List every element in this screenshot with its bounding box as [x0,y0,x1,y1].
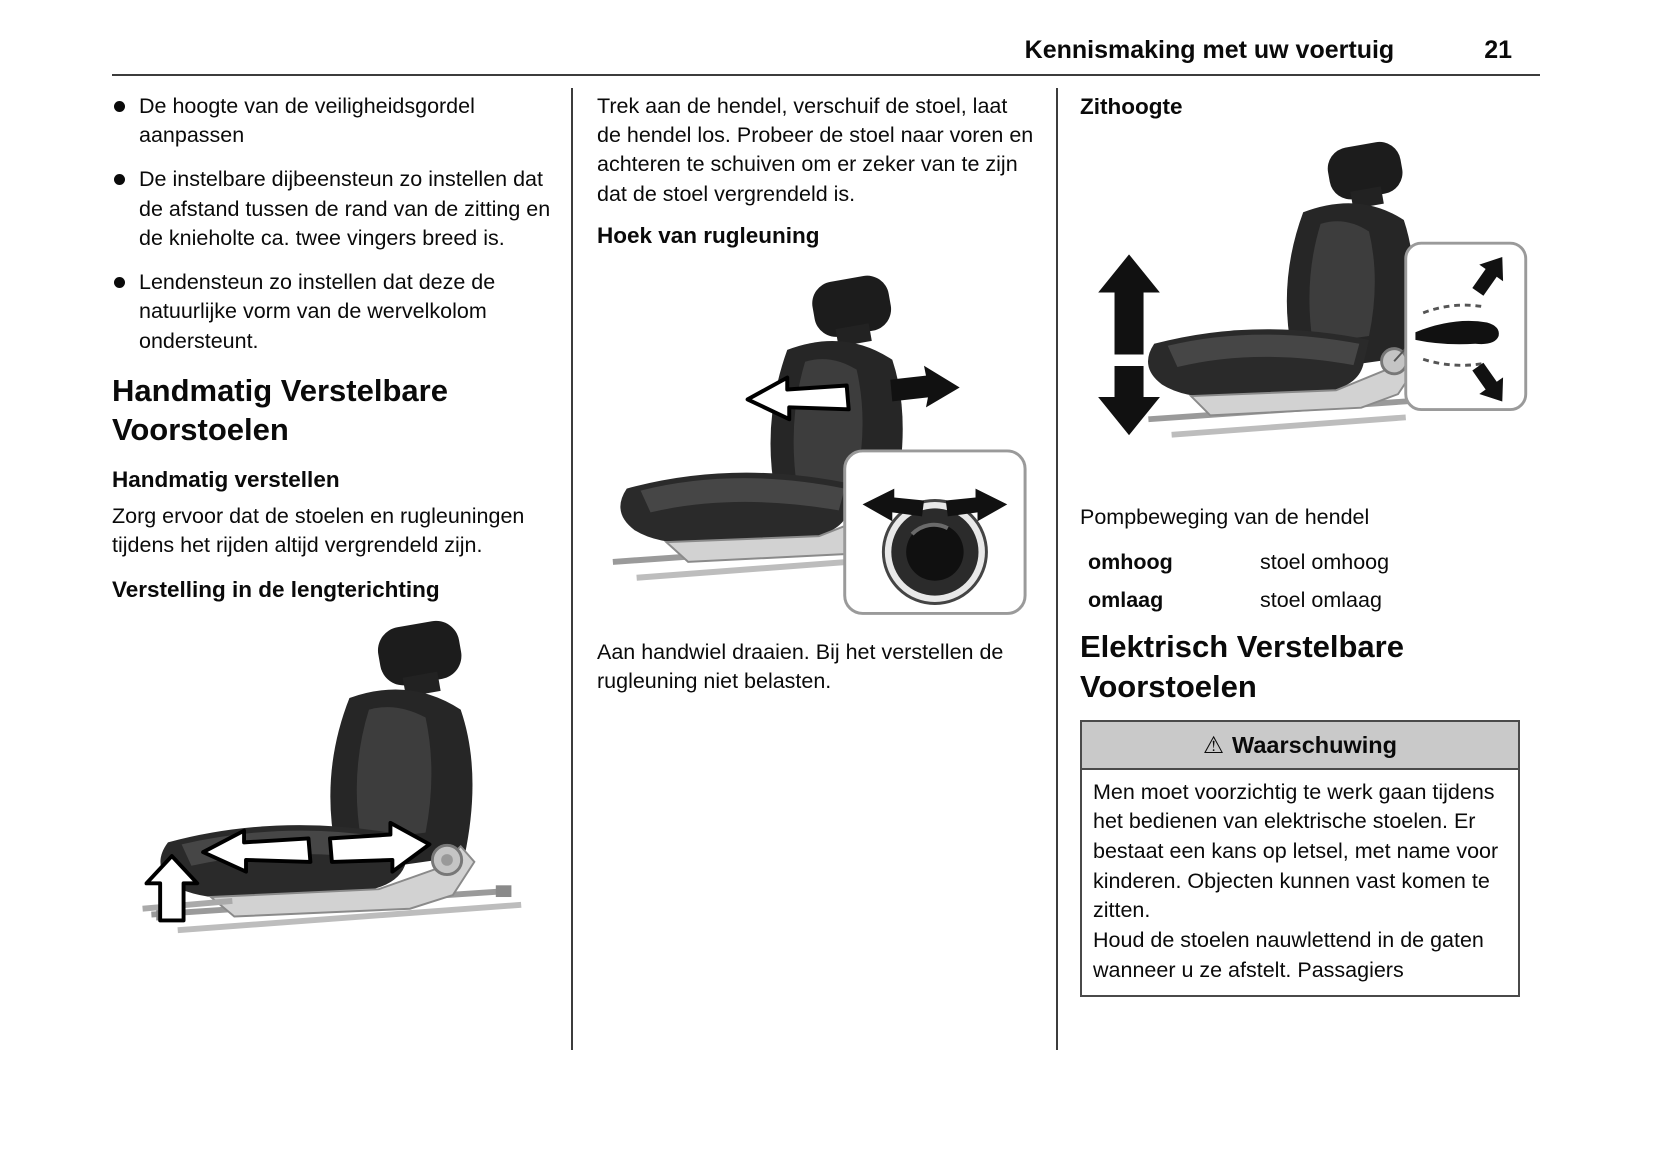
warning-body [1082,770,1518,996]
headrest-icon [374,617,465,697]
paragraph: Trek aan de hendel, verschuif de stoel, laat de hendel los. Probeer de stoel naar voren en achteren te schuiven om er zeker van te zijn dat de stoel vergrendeld is. [597,94,1034,206]
table-key: omhoog [1088,550,1173,575]
list-item-text: De instelbare dijbeensteun zo instellen dat de afstand tussen de rand van de zitting en de knieholte ca. twee vingers breed is. [139,167,551,250]
warning-title: Waarschuwing [1232,731,1398,758]
headrest-icon [809,272,895,346]
warning-box [1080,720,1520,998]
warning-paragraph: Men moet voorzichtig te werk gaan tijdens het bedienen van elektrische stoelen. Er bestaat een kans op letsel, met name voor kinderen. Objecten kunnen vast komen te zitten. [1093,779,1499,923]
table-key: omlaag [1088,588,1164,613]
list-item [112,268,566,356]
seat-cushion-icon [1148,329,1369,398]
seat-down-arrow-icon [1096,365,1162,437]
list-item-text: De hoogte van de veiligheidsgordel aanpassen [139,94,475,148]
column-right [1080,92,1542,997]
pump-table [1080,550,1542,613]
sub-heading: Handmatig verstellen [112,466,340,492]
headrest-icon [1324,139,1405,209]
column-middle [597,92,1035,697]
page-number: 21 [1484,36,1512,64]
bullet-icon [114,277,125,288]
column-divider [571,88,573,1050]
seat-up-arrow-icon [1096,253,1162,356]
bullet-icon [114,101,125,112]
seat-longitudinal-illustration [112,616,542,938]
table-value: stoel omhoog [1260,550,1390,575]
paragraph: Pompbeweging van de hendel [1080,505,1370,530]
seat-height-illustration [1080,129,1538,487]
sub-heading: Hoek van rugleuning [597,222,820,248]
warning-paragraph: Houd de stoelen nauwlettend in de gaten wanneer u ze afstelt. Passagiers [1093,927,1484,982]
column-left [112,92,566,938]
sub-heading: Verstelling in de lengterichting [112,576,440,602]
list-item [112,92,566,150]
page-header [112,36,1540,65]
pump-lever-inset [1406,243,1526,410]
seat-cushion-icon [620,473,854,544]
table-value: stoel omlaag [1260,588,1382,613]
paragraph: Aan handwiel draaien. Bij het verstellen de rugleuning niet belasten. [597,640,1004,694]
header-rule [112,74,1540,76]
list-item-text: Lendensteun zo instellen dat deze de natuurlijke vorm van de wervelkolom ondersteunt. [139,270,496,353]
sub-heading: Zithoogte [1080,94,1183,119]
table-row [1080,588,1542,613]
section-heading: Handmatig Verstelbare Voorstoelen [112,372,448,447]
table-row [1080,550,1542,575]
chapter-title: Kennismaking met uw voertuig [1024,36,1395,64]
warning-header [1082,722,1518,770]
bullet-icon [114,174,125,185]
paragraph: Zorg ervoor dat de stoelen en rugleuningen tijdens het rijden altijd vergrendeld zijn. [112,504,525,558]
seat-backrest-angle-illustration [597,264,1033,622]
handwheel-inset [845,451,1025,614]
section-heading: Elektrisch Verstelbare Voorstoelen [1080,629,1404,704]
column-divider [1056,88,1058,1050]
warning-icon: ⚠ [1202,731,1225,758]
list-item [112,165,566,253]
